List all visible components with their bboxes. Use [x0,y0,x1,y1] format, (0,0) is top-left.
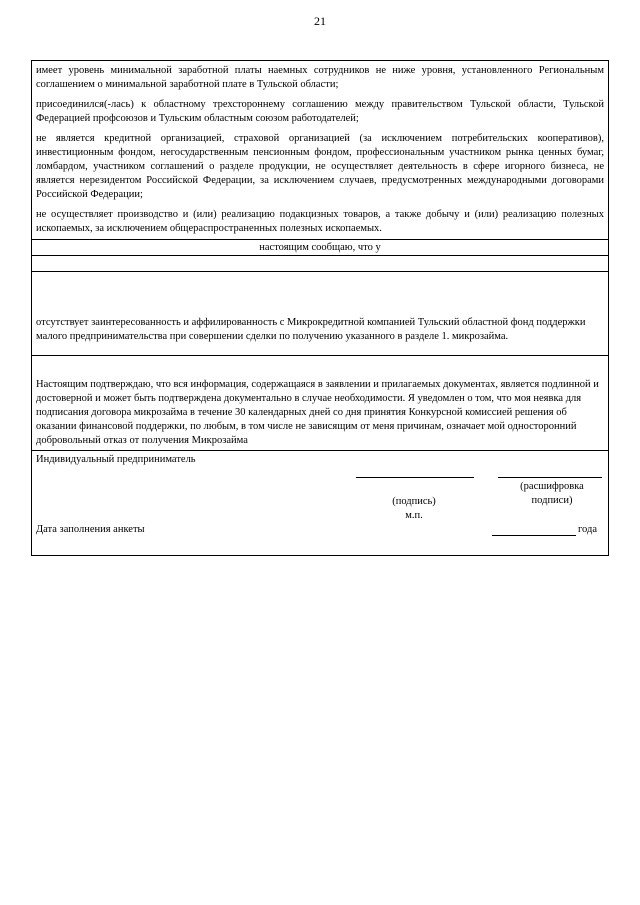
confirmation-text: Настоящим подтверждаю, что вся информация, содержащаяся в заявлении и прилагаемых документах, является подлинной и достоверной и может быть подтверждена документально в случае необходимости. Я уведомлен о том, что моя неявка для подписания договора микрозайма в течение 30 календарных дней со дня принятия Конкурсной комиссией решения об оказании финансовой поддержки, по любым, в том числе не зависящим от меня причинам, означает мой односторонний добровольный отказ от получения Микрозайма [36,379,599,446]
signature-caption: (подпись) [392,496,436,507]
condition-not-financial-org: не является кредитной организацией, страховой организацией (за исключением потребительских кооперативов), инвестиционным фондом, негосударственным пенсионным фондом, профессиональным участником рынка ценных бумаг, ломбардом, участником соглашений о разделе продукции, не осуществляет деятельность в сфере игорного бизнеса, не является нерезидентом Российской Федерации, за исключением случаев, предусмотренных международными договорами Российской Федерации; [36,133,604,200]
signature-block [32,451,608,555]
signature-line[interactable] [356,477,474,478]
condition-no-excise-goods: не осуществляет производство и (или) реализацию подакцизных товаров, а также добычу и (или) реализацию полезных ископаемых, за исключением общераспространенных полезных ископаемых. [36,209,604,234]
signature-decode-line[interactable] [498,477,602,478]
affiliation-text: отсутствует заинтересованность и аффилированность с Микрокредитной компанией Тульский областной фонд поддержки малого предпринимательства при совершении сделки по получению указанного в разделе 1. микрозайма. [36,317,586,342]
condition-tripartite-agreement: присоединился(-лась) к областному трехстороннему соглашению между правительством Тульской области, Тульской Федерацией профсоюзов и Тульским областным союзом работодателей; [36,99,604,124]
page-number: 21 [314,14,326,28]
fill-date-label: Дата заполнения анкеты [36,524,145,535]
conditions-block [32,61,608,240]
entrepreneur-label: Индивидуальный предприниматель [36,454,196,465]
confirmation-block [32,356,608,451]
condition-min-wage: имеет уровень минимальной заработной платы наемных сотрудников не ниже уровня, установленного Региональным соглашением о минимальной заработной плате в Тульской области; [36,65,604,90]
stamp-caption: м.п. [405,510,423,521]
affiliation-block [32,272,608,356]
fill-date-line[interactable] [492,535,576,536]
application-form [31,60,609,556]
applicant-name-field[interactable] [32,256,608,272]
year-label: года [578,524,597,535]
notify-statement: настоящим сообщаю, что у [32,240,608,256]
signature-decode-caption: (расшифровка подписи) [520,481,584,506]
